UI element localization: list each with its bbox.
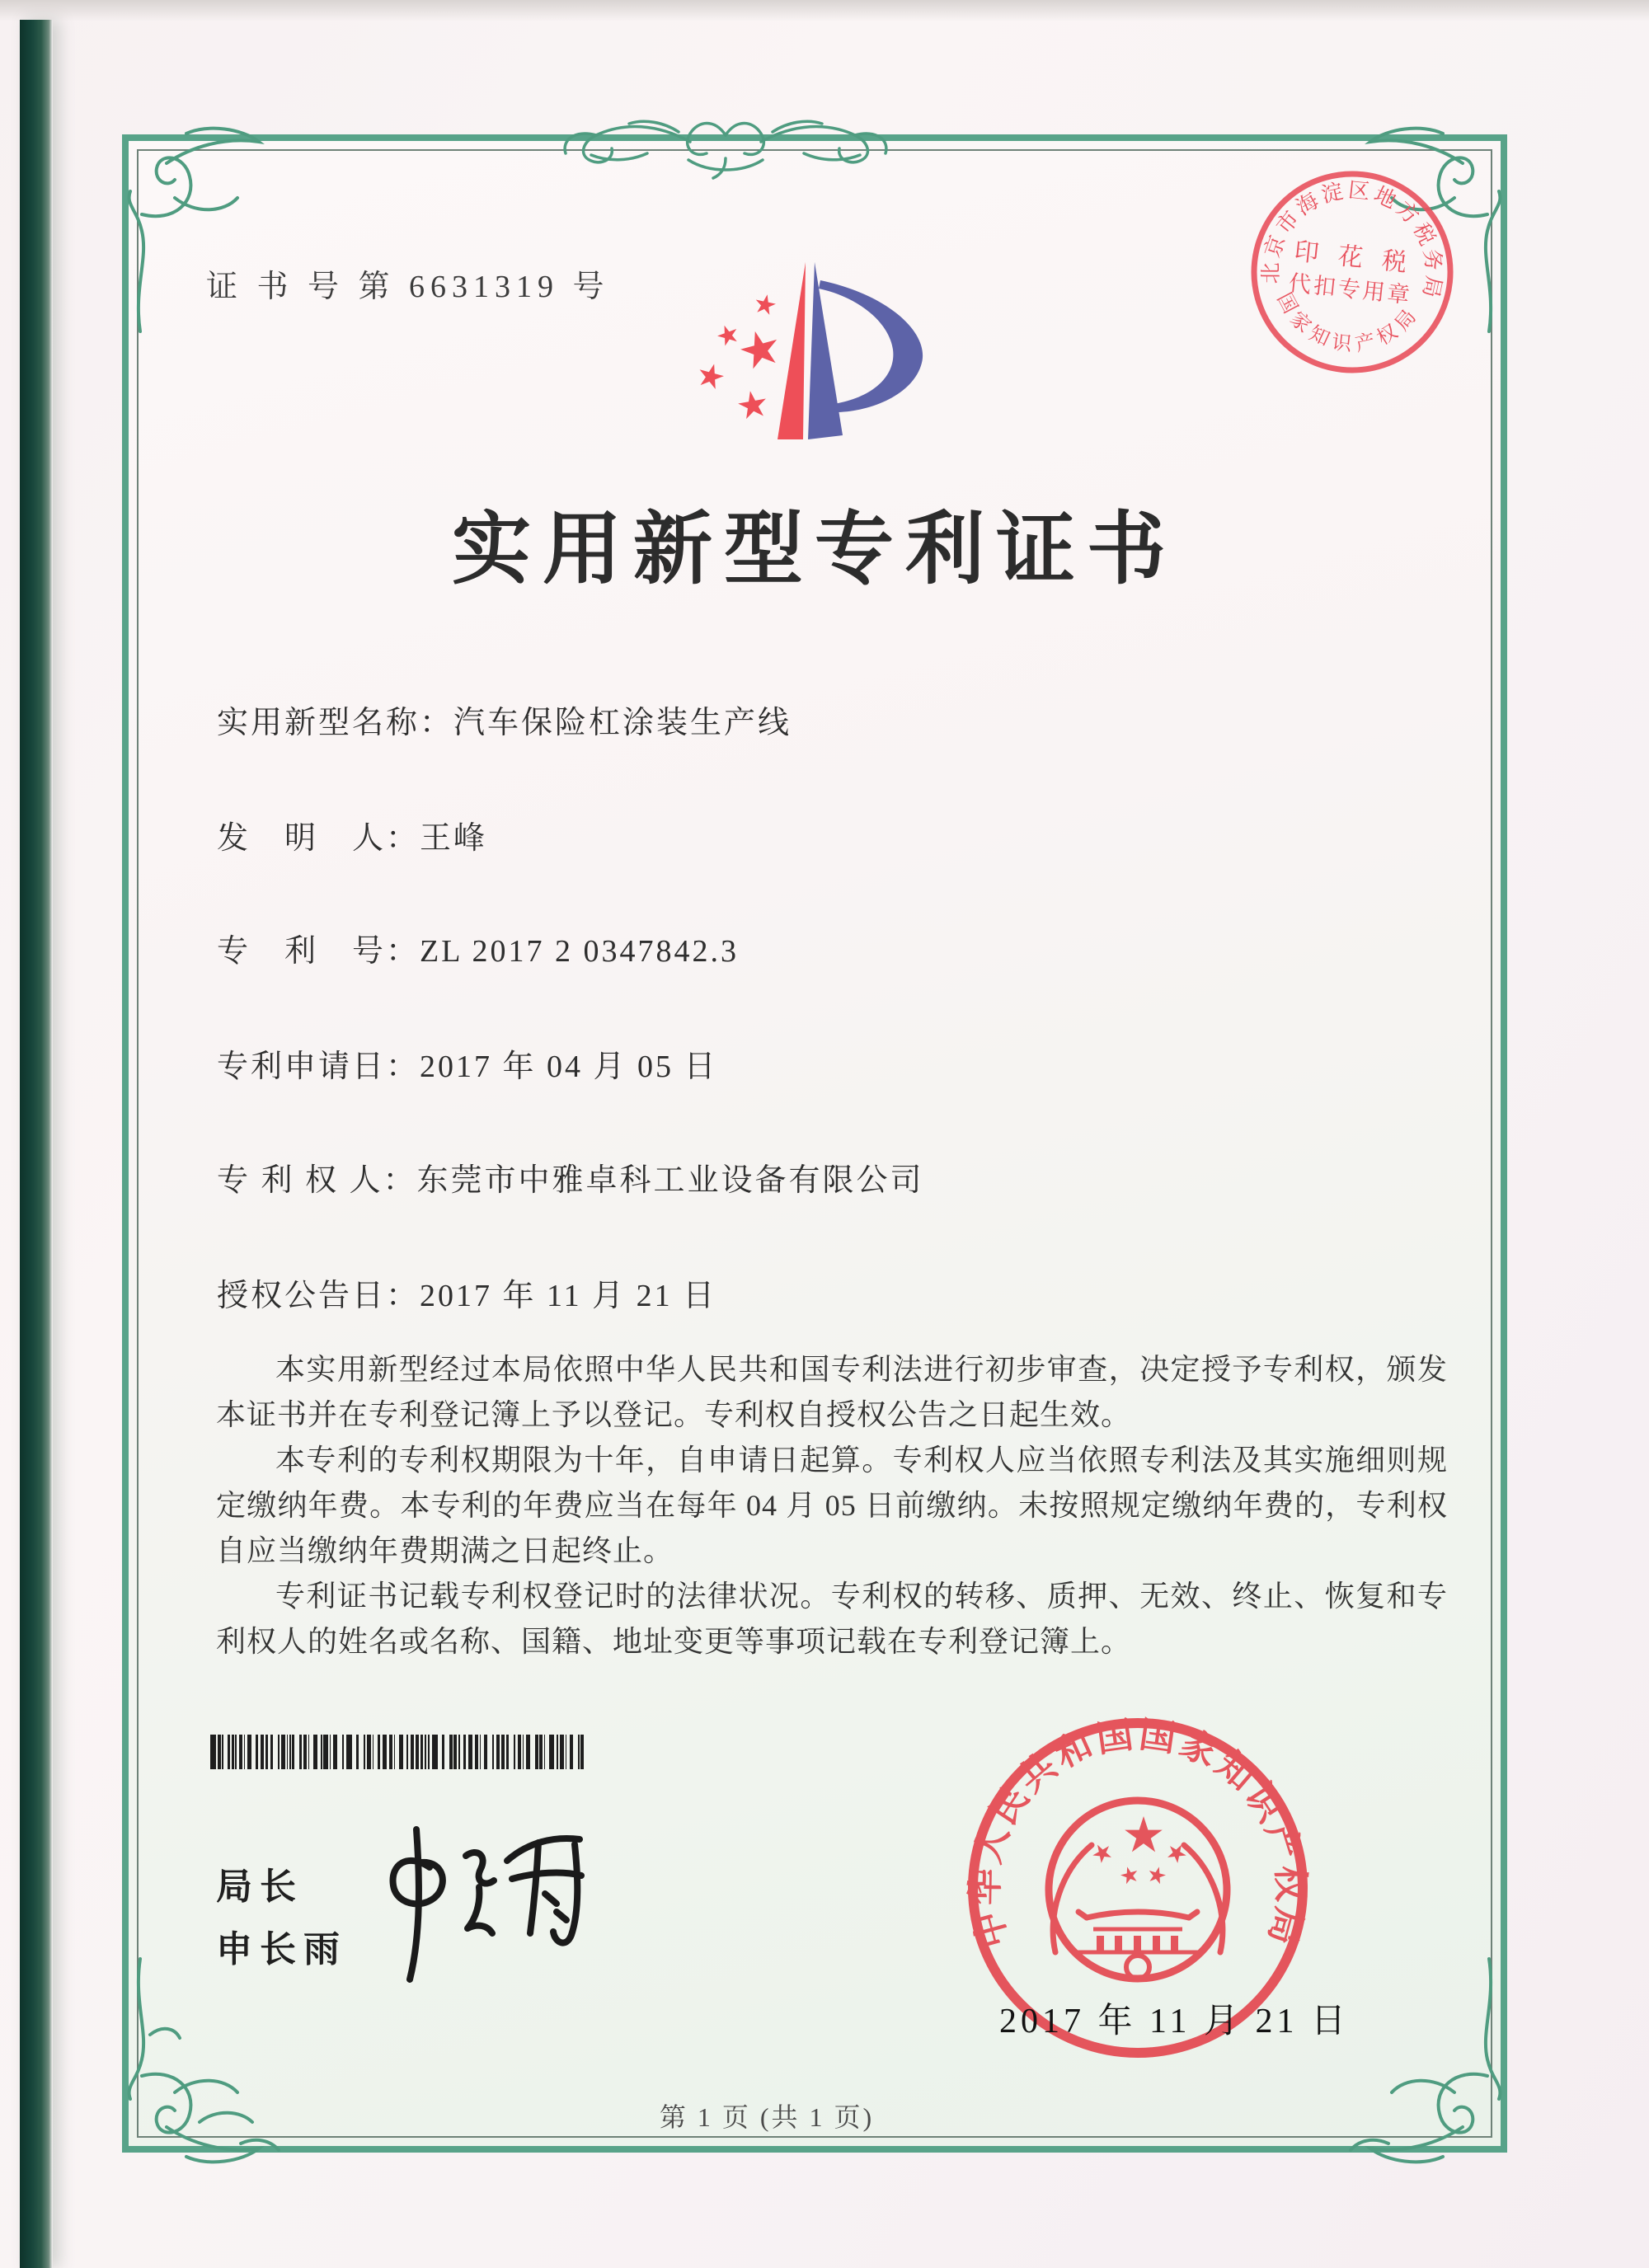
director-signature <box>359 1818 606 1991</box>
logo-wedge-red <box>778 262 806 439</box>
logo-p-blue <box>808 262 923 439</box>
director-name: 申长雨 <box>216 1929 347 1970</box>
field-label: 专 利 号： <box>217 934 420 969</box>
field-value: 王峰 <box>420 821 488 856</box>
field-value: 东莞市中雅卓科工业设备有限公司 <box>416 1163 924 1198</box>
tax-stamp <box>1234 154 1470 390</box>
legal-paragraph-2: 本专利的专利权期限为十年，自申请日起算。专利权人应当依照专利法及其实施细则规定缴纳年费。本专利的年费应当在每年 04 月 05 日前缴纳。未按照规定缴纳年费的，专利权自应当缴纳年费期满之日起终止。 <box>216 1444 1448 1567</box>
legal-paragraph-3: 专利证书记载专利权登记时的法律状况。专利权的转移、质押、无效、终止、恢复和专利权人的姓名或名称、国籍、地址变更等事项记载在专利登记簿上。 <box>216 1580 1448 1658</box>
field-patentee <box>217 1154 924 1200</box>
corner-flourish-bottom-left <box>117 1952 282 2175</box>
certificate-title: 实用新型专利证书 <box>452 505 1177 594</box>
tax-stamp-center-line1: 印 花 税 <box>1293 237 1415 278</box>
issue-date: 2017 年 11 月 21 日 <box>999 2003 1350 2040</box>
field-value: 2017 年 04 月 05 日 <box>420 1049 718 1084</box>
field-value: ZL 2017 2 0347842.3 <box>420 934 740 969</box>
corner-flourish-bottom-right <box>1347 1952 1512 2175</box>
page-number-footer: 第 1 页 (共 1 页) <box>659 2102 875 2132</box>
certificate-number: 证 书 号 第 6631319 号 <box>206 270 610 304</box>
field-grant-date <box>217 1270 716 1315</box>
legal-text-block <box>216 1347 1448 1665</box>
field-filing-date <box>217 1040 718 1086</box>
office-seal-arc-text: 中华人民共和国国家知识产权局 <box>965 1714 1311 1952</box>
tax-stamp-center-line2: 代扣专用章 <box>1287 270 1413 308</box>
field-inventor <box>217 812 487 857</box>
tax-stamp-arc-top-text: 北京市海淀区地方税务局 <box>1258 177 1447 303</box>
field-label: 实用新型名称： <box>217 706 454 740</box>
field-value: 2017 年 11 月 21 日 <box>420 1279 717 1313</box>
legal-paragraph-1: 本实用新型经过本局依照中华人民共和国专利法进行初步审查，决定授予专利权，颁发本证书并在专利登记簿上予以登记。专利权自授权公告之日起生效。 <box>216 1353 1448 1431</box>
tax-stamp-arc-bottom-text: 国家知识产权局 <box>1272 289 1425 357</box>
barcode <box>210 1735 584 1769</box>
field-patent-number <box>217 925 739 970</box>
field-label: 专 利 权 人： <box>217 1163 417 1198</box>
logo-stars <box>696 293 782 420</box>
scan-top-shadow <box>0 0 1649 21</box>
director-title: 局长 <box>216 1867 303 1907</box>
field-label: 授权公告日： <box>217 1279 420 1313</box>
cnipa-logo <box>680 247 944 453</box>
field-label: 专利申请日： <box>217 1049 420 1084</box>
field-utility-model-name <box>217 697 792 742</box>
top-border-ornament <box>557 107 895 190</box>
field-value: 汽车保险杠涂装生产线 <box>453 706 792 740</box>
national-emblem <box>1053 1816 1223 1979</box>
field-label: 发 明 人： <box>217 821 420 856</box>
book-spine-edge <box>20 20 53 2268</box>
